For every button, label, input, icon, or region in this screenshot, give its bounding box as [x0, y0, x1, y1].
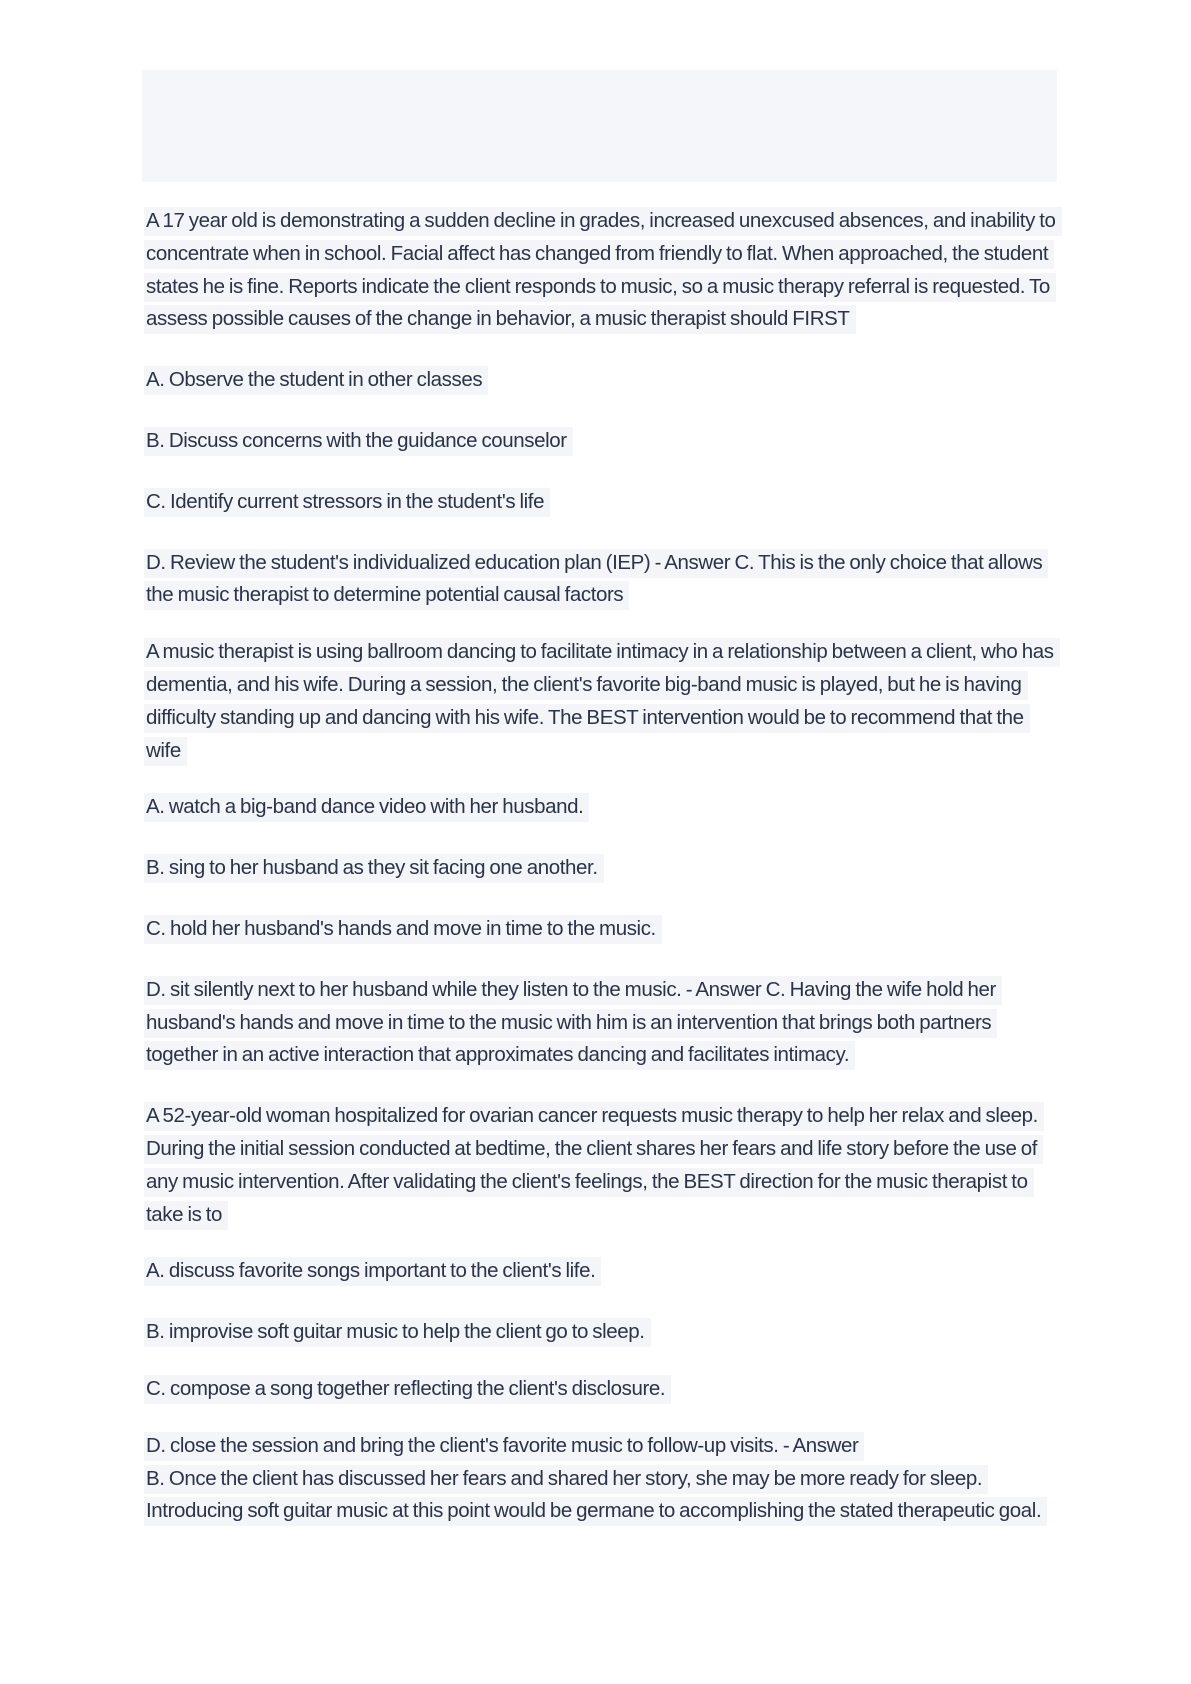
question-3-option-b-text: B. improvise soft guitar music to help the client go to sleep.	[144, 1318, 651, 1347]
question-2-option-b	[144, 852, 1064, 885]
question-1-option-d-answer-text: D. Review the student's individualized education plan (IEP) - Answer C. This is the only choice that allows the music therapist to determine potential causal factors	[144, 549, 1048, 611]
question-3-stem-text: A 52-year-old woman hospitalized for ovarian cancer requests music therapy to help her relax and sleep. During the initial session conducted at bedtime, the client shares her fears and life story before the use of any music intervention. After validating the client's feelings, the BEST direction for the music therapist to take is to	[144, 1102, 1044, 1229]
question-2-stem	[144, 636, 1064, 767]
question-1-option-b	[144, 425, 1064, 458]
question-2-option-a	[144, 791, 1064, 824]
question-3-option-d-text: D. close the session and bring the client's favorite music to follow-up visits. - Answer	[144, 1432, 864, 1461]
question-1-stem	[144, 205, 1064, 336]
question-3-option-a	[144, 1255, 1064, 1288]
question-3-option-c	[144, 1373, 1064, 1406]
question-1-option-a-text: A. Observe the student in other classes	[144, 366, 488, 395]
question-3-stem	[144, 1100, 1064, 1231]
question-3-option-a-text: A. discuss favorite songs important to the client's life.	[144, 1257, 601, 1286]
question-3-option-b	[144, 1316, 1064, 1349]
question-1-option-c-text: C. Identify current stressors in the student's life	[144, 488, 550, 517]
question-2-option-c	[144, 913, 1064, 946]
question-1-stem-text: A 17 year old is demonstrating a sudden decline in grades, increased unexcused absences, and inability to concentrate when in school. Facial affect has changed from friendly to flat. When approached, the student states he is fine. Reports indicate the client responds to music, so a music therapy referral is requested. To assess possible causes of the change in behavior, a music therapist should FIRST	[144, 207, 1062, 334]
question-2-option-a-text: A. watch a big-band dance video with her husband.	[144, 793, 589, 822]
question-3-option-d-answer	[144, 1430, 1064, 1528]
question-2-option-b-text: B. sing to her husband as they sit facing one another.	[144, 854, 604, 883]
question-1-option-b-text: B. Discuss concerns with the guidance counselor	[144, 427, 573, 456]
question-2-option-d-answer-text: D. sit silently next to her husband while they listen to the music. - Answer C. Having the wife hold her husband's hands and move in time to the music with him is an intervention that brings both partners together in an active interaction that approximates dancing and facilitates intimacy.	[144, 976, 1002, 1071]
question-1-option-c	[144, 486, 1064, 519]
question-3-option-c-text: C. compose a song together reflecting the client's disclosure.	[144, 1375, 671, 1404]
question-1-option-d-answer	[144, 547, 1064, 613]
document-body	[144, 205, 1064, 1528]
question-2-option-d-answer	[144, 974, 1064, 1072]
question-3-answer-explanation-text: B. Once the client has discussed her fears and shared her story, she may be more ready for sleep. Introducing soft guitar music at this point would be germane to accomplishing the stated therapeutic goal.	[144, 1465, 1047, 1527]
header-placeholder-box	[142, 70, 1057, 182]
question-1-option-a	[144, 364, 1064, 397]
question-2-stem-text: A music therapist is using ballroom dancing to facilitate intimacy in a relationship between a client, who has dementia, and his wife. During a session, the client's favorite big-band music is played, but he is having difficulty standing up and dancing with his wife. The BEST intervention would be to recommend that the wife	[144, 638, 1060, 765]
question-2-option-c-text: C. hold her husband's hands and move in time to the music.	[144, 915, 662, 944]
